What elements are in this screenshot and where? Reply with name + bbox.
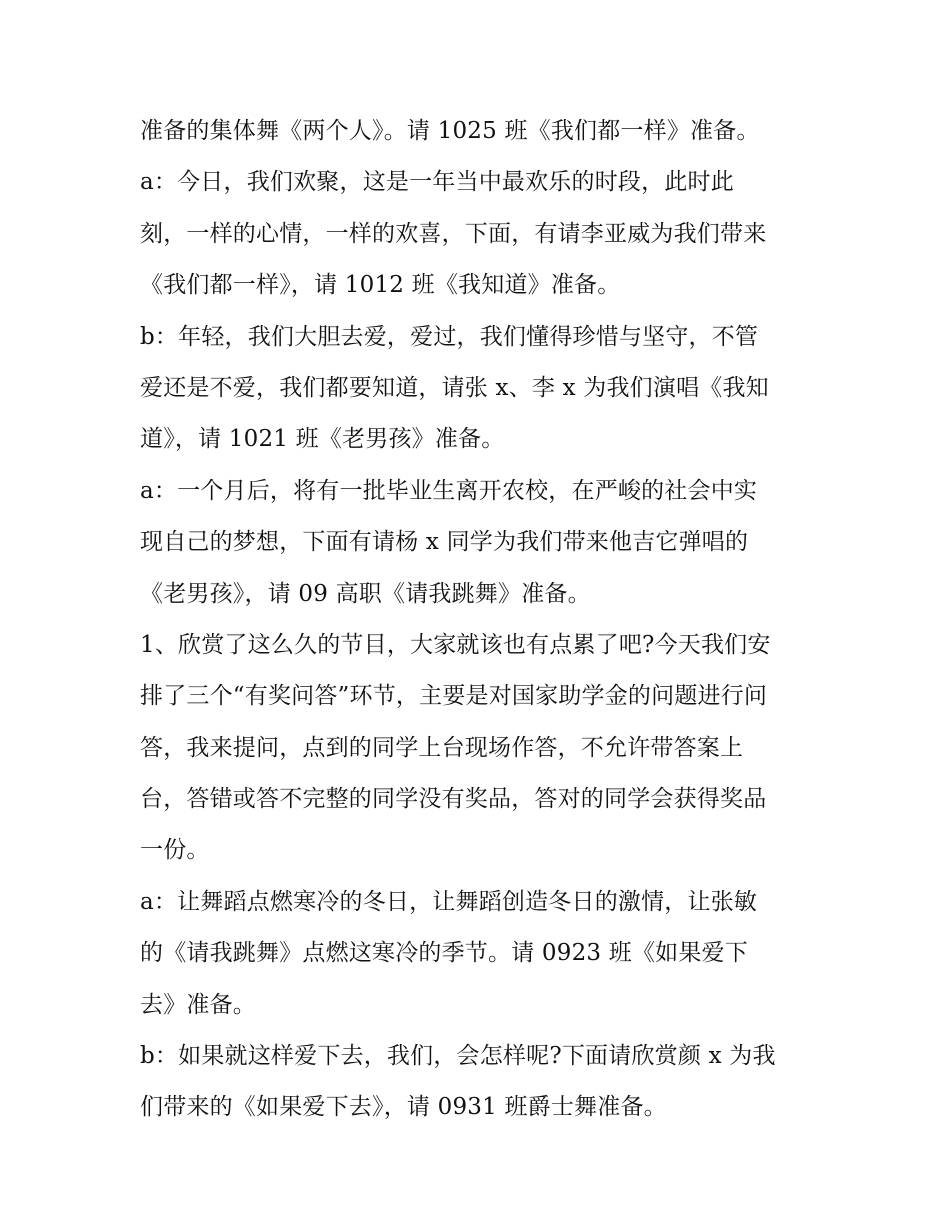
text-line: 刻，一样的心情，一样的欢喜，下面，有请李亚威为我们带来 (140, 220, 767, 247)
text-line: 现自己的梦想，下面有请杨 x 同学为我们带来他吉它弹唱的 (140, 529, 749, 556)
text-line: b：年轻，我们大胆去爱，爱过，我们懂得珍惜与坚守，不管 (140, 323, 759, 350)
text-line: a：一个月后，将有一批毕业生离开农校，在严峻的社会中实 (140, 477, 758, 504)
text-line: 一份。 (140, 837, 210, 864)
text-line: a：让舞蹈点燃寒冷的冬日，让舞蹈创造冬日的激情，让张敏 (140, 888, 758, 915)
text-line: 台，答错或答不完整的同学没有奖品，答对的同学会获得奖品 (140, 786, 767, 813)
text-line: 《老男孩》，请 09 高职《请我跳舞》准备。 (140, 580, 591, 607)
text-line: 准备的集体舞《两个人》。请 1025 班《我们都一样》准备。 (140, 118, 760, 144)
text-line: 排了三个“有奖问答”环节，主要是对国家助学金的问题进行问 (140, 683, 768, 710)
text-line: 去》准备。 (140, 991, 256, 1018)
text-line: 1、欣赏了这么久的节目，大家就该也有点累了吧?今天我们安 (140, 631, 771, 658)
text-line: 道》，请 1021 班《老男孩》准备。 (140, 426, 505, 453)
text-line: 答，我来提问，点到的同学上台现场作答，不允许带答案上 (140, 734, 744, 761)
document-body (140, 106, 830, 1134)
text-line: 的《请我跳舞》点燃这寒冷的季节。请 0923 班《如果爱下 (140, 940, 748, 967)
text-line: 们带来的《如果爱下去》，请 0931 班爵士舞准备。 (140, 1094, 667, 1121)
text-line: 《我们都一样》，请 1012 班《我知道》准备。 (140, 272, 621, 299)
text-line: a：今日，我们欢聚，这是一年当中最欢乐的时段，此时此 (140, 169, 734, 196)
text-line: 爱还是不爱，我们都要知道，请张 x、李 x 为我们演唱《我知 (140, 374, 769, 401)
text-line: b：如果就这样爱下去，我们，会怎样呢?下面请欣赏颜 x 为我 (140, 1043, 776, 1070)
